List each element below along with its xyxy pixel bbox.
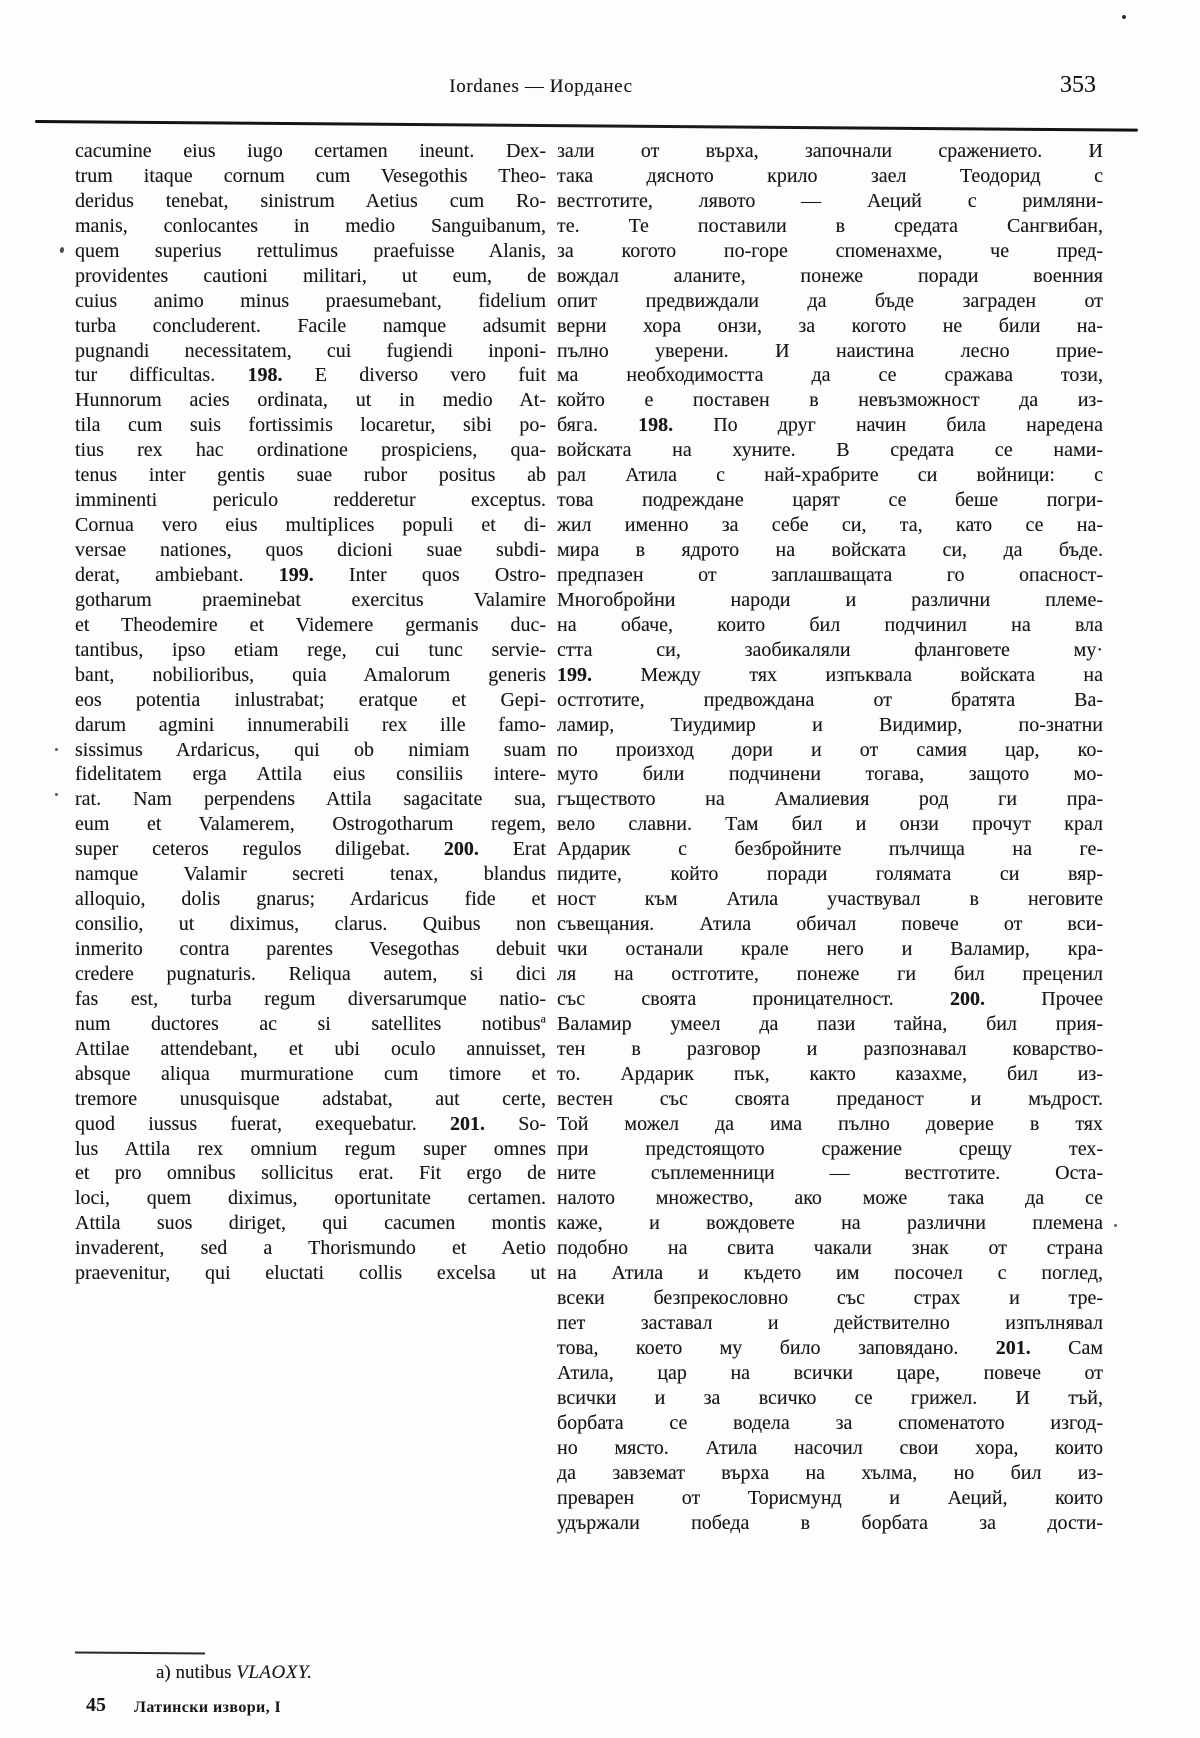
- text-line: tius rex hac ordinatione prospiciens, qua-: [75, 439, 546, 462]
- text-line: войската на хуните. В средата се нами-: [557, 439, 1103, 462]
- text-line: quod iussus fuerat, exequebatur. 201. So-: [75, 1112, 546, 1135]
- footnote-rule: [75, 1652, 205, 1655]
- text-line: вождал аланите, понеже поради военния: [557, 264, 1103, 287]
- text-line: пълно уверени. И наистина лесно прие-: [557, 339, 1103, 362]
- text-line: derat, ambiebant. 199. Inter quos Ostro-: [75, 563, 546, 586]
- text-line: това, което му било заповядано. 201. Сам: [557, 1337, 1103, 1359]
- text-line: alloquio, dolis gnarus; Ardaricus fide et: [75, 888, 546, 911]
- text-line: ните съплеменници — вестготите. Оста-: [557, 1162, 1103, 1185]
- text-line: num ductores ac si satellites notibus$^a$: [75, 1011, 546, 1035]
- text-line: каже, и вождовете на различни племена: [557, 1212, 1103, 1235]
- text-line: Многобройни народи и различни племе-: [557, 588, 1103, 611]
- text-line: пидите, който поради голямата си вяр-: [557, 863, 1103, 886]
- text-line: това подреждане царят се беше погри-: [557, 489, 1103, 512]
- signature-number: 45: [86, 1694, 106, 1716]
- scan-speck: [55, 793, 58, 796]
- text-line: преварен от Торисмунд и Аеций, които: [557, 1486, 1103, 1509]
- scan-speck: [1114, 1224, 1117, 1227]
- text-line: pugnandi necessitatem, cui fugiendi inponi-: [75, 339, 546, 362]
- text-line: мира в ядрото на войската си, да бъде.: [557, 539, 1103, 561]
- text-line: Attila suos diriget, qui cacumen montis: [75, 1212, 546, 1235]
- text-line: предпазен от заплашващата го опасност-: [557, 563, 1103, 586]
- text-line: борбата се водела за споменатото изгод-: [557, 1411, 1103, 1434]
- volume-label: Латински извори, I: [134, 1699, 282, 1716]
- text-line: Cornua vero eius multiplices populi et di-: [75, 514, 546, 537]
- text-line: ност към Атила участвувал в неговите: [557, 888, 1103, 911]
- bulgarian-text-column: [557, 139, 1103, 1536]
- text-line: deridus tenebat, sinistrum Aetius cum Ro-: [75, 189, 546, 212]
- text-line: жил именно за себе си, та, като се на-: [557, 514, 1103, 537]
- text-line: turba concluderent. Facile namque adsumit: [75, 314, 546, 337]
- text-line: така дясното крило заел Теодорид с: [557, 164, 1103, 187]
- text-line: absque aliqua murmuratione cum timore et: [75, 1062, 546, 1085]
- text-line: darum agmini innumerabili rex ille famo-: [75, 713, 546, 736]
- text-line: бяга. 198. По друг начин била наредена: [557, 414, 1103, 437]
- text-line: cuius animo minus praesumebant, fidelium: [75, 289, 546, 312]
- text-line: със своята проницателност. 200. Прочее: [557, 987, 1103, 1010]
- text-line: стта си, заобикаляли фланговете му·: [557, 638, 1103, 661]
- text-line: quem superius rettulimus praefuisse Alanis,: [75, 239, 546, 262]
- text-line: tila cum suis fortissimis locaretur, sibi po-: [75, 414, 546, 437]
- text-line: при предстоящото сражение срещу тех-: [557, 1137, 1103, 1160]
- text-line: bant, nobilioribus, quia Amalorum generis: [75, 663, 546, 686]
- text-line: fidelitatem erga Attila eius consiliis intere-: [75, 763, 546, 786]
- text-line: удържали победа в борбата за дости-: [557, 1511, 1103, 1534]
- text-line: tantibus, ipso etiam rege, cui tunc servie-: [75, 638, 546, 661]
- text-line: Ардарик с безбройните пълчища на ге-: [557, 838, 1103, 861]
- text-line: всеки безпрекословно със страх и тре-: [557, 1287, 1103, 1310]
- text-line: муто били подчинени тогава, защото мо-: [557, 763, 1103, 786]
- text-line: Hunnorum acies ordinata, ut in medio At-: [75, 389, 546, 412]
- latin-text-column: [75, 139, 546, 1286]
- text-line: manis, conlocantes in medio Sanguibanum,: [75, 214, 546, 237]
- text-line: fas est, turba regum diversarumque natio-: [75, 987, 546, 1010]
- footnote-text: a) nutibus VLAOXY.: [156, 1662, 313, 1683]
- text-line: на обаче, които бил подчинил на вла: [557, 613, 1103, 636]
- text-line: inmerito contra parentes Vesegothas debuit: [75, 938, 546, 960]
- text-line: praevenitur, qui eluctati collis excelsa ut: [75, 1262, 546, 1285]
- running-header-title: Iordanes — Иорданес: [449, 76, 633, 97]
- text-line: ламир, Тиудимир и Видимир, по-знатни: [557, 713, 1103, 736]
- text-line: по произход дори и от самия цар, ко-: [557, 738, 1103, 761]
- text-line: tremore unusquisque adstabat, aut certe,: [75, 1087, 546, 1110]
- text-line: loci, quem diximus, oportunitate certamen.: [75, 1187, 546, 1210]
- text-line: гъществото на Амалиевия род ги пра-: [557, 788, 1103, 811]
- header-rule: [35, 120, 1138, 132]
- text-line: опит предвиждали да бъде заграден от: [557, 289, 1103, 312]
- text-line: sissimus Ardaricus, qui ob nimiam suam: [75, 738, 546, 761]
- scan-speck: [1122, 15, 1126, 19]
- text-line: който е поставен в невъзможност да из-: [557, 389, 1103, 412]
- text-line: те. Те поставили в средата Сангвибан,: [557, 214, 1103, 237]
- text-line: providentes cautioni militari, ut eum, de: [75, 264, 546, 287]
- text-line: super ceteros regulos diligebat. 200. Erat: [75, 838, 547, 861]
- text-line: eos potentia inlustrabat; eratque et Gepi-: [75, 688, 546, 711]
- text-line: рал Атила с най-храбрите си войници: с: [557, 464, 1103, 487]
- text-line: но място. Атила насочил свои хора, които: [557, 1436, 1103, 1459]
- text-line: Атила, цар на всички царе, повече от: [557, 1361, 1103, 1384]
- text-line: Той можел да има пълно доверие в тях: [557, 1112, 1103, 1135]
- text-line: ля на остготите, понеже ги бил преценил: [557, 962, 1103, 985]
- text-line: Attilae attendebant, et ubi oculo annuisset,: [75, 1037, 546, 1060]
- text-line: lus Attila rex omnium regum super omnes: [75, 1137, 546, 1160]
- text-line: вело славни. Там бил и онзи прочут крал: [557, 813, 1103, 836]
- text-line: credere pugnaturis. Reliqua autem, si dici: [75, 962, 546, 985]
- text-line: верни хора онзи, за когото не били на-: [557, 314, 1103, 337]
- text-line: да завземат върха на хълма, но бил из-: [557, 1461, 1103, 1484]
- scan-speck: [55, 748, 58, 751]
- text-line: consilio, ut diximus, clarus. Quibus non: [75, 913, 546, 936]
- text-line: Валамир умеел да пази тайна, бил прия-: [557, 1012, 1103, 1035]
- text-line: trum itaque cornum cum Vesegothis Theo-: [75, 164, 546, 187]
- text-line: cacumine eius iugo certamen ineunt. Dex-: [75, 140, 546, 162]
- page-number: 353: [1060, 72, 1096, 98]
- text-line: namque Valamir secreti tenax, blandus: [75, 863, 546, 886]
- text-line: eum et Valamerem, Ostrogotharum regem,: [75, 813, 546, 836]
- scan-speck: [59, 247, 64, 254]
- text-line: всички и за всичко се грижел. И тъй,: [557, 1386, 1103, 1409]
- text-line: налото множество, ако може така да се: [557, 1187, 1103, 1210]
- text-line: тен в разговор и разпознавал коварство-: [557, 1037, 1103, 1060]
- text-line: tenus inter gentis suae rubor positus ab: [75, 464, 546, 487]
- text-line: вестен със своята преданост и мъдрост.: [557, 1087, 1103, 1110]
- text-line: invaderent, sed a Thorismundo et Aetio: [75, 1237, 546, 1260]
- text-line: то. Ардарик пък, както казахме, бил из-: [557, 1062, 1103, 1085]
- text-line: на Атила и където им посочел с поглед,: [557, 1262, 1103, 1285]
- text-line: rat. Nam perpendens Attila sagacitate sua,: [75, 788, 546, 811]
- text-line: за когото по-горе споменахме, че пред-: [557, 239, 1103, 262]
- text-line: подобно на свита чакали знак от страна: [557, 1237, 1103, 1260]
- text-line: et Theodemire et Videmere germanis duc-: [75, 613, 546, 636]
- text-line: versae nationes, quos dicioni suae subdi-: [75, 539, 546, 561]
- text-line: 199. Между тях изпъквала войската на: [557, 663, 1103, 686]
- text-line: вестготите, лявото — Аеций с римляни-: [557, 189, 1103, 212]
- text-line: imminenti periculo redderetur exceptus.: [75, 489, 546, 512]
- text-line: чки останали крале него и Валамир, кра-: [557, 938, 1103, 960]
- text-line: ма необходимостта да се сражава този,: [557, 364, 1103, 387]
- text-line: пет заставал и действително изпълнявал: [557, 1312, 1103, 1335]
- text-line: съвещания. Атила обичал повече от вси-: [557, 913, 1103, 936]
- text-line: et pro omnibus sollicitus erat. Fit ergo de: [75, 1162, 546, 1185]
- text-line: зали от върха, започнали сражението. И: [557, 140, 1103, 162]
- text-line: gotharum praeminebat exercitus Valamire: [75, 588, 546, 611]
- text-line: остготите, предвождана от братята Ва-: [557, 688, 1103, 711]
- text-line: tur difficultas. 198. E diverso vero fuit: [75, 364, 546, 387]
